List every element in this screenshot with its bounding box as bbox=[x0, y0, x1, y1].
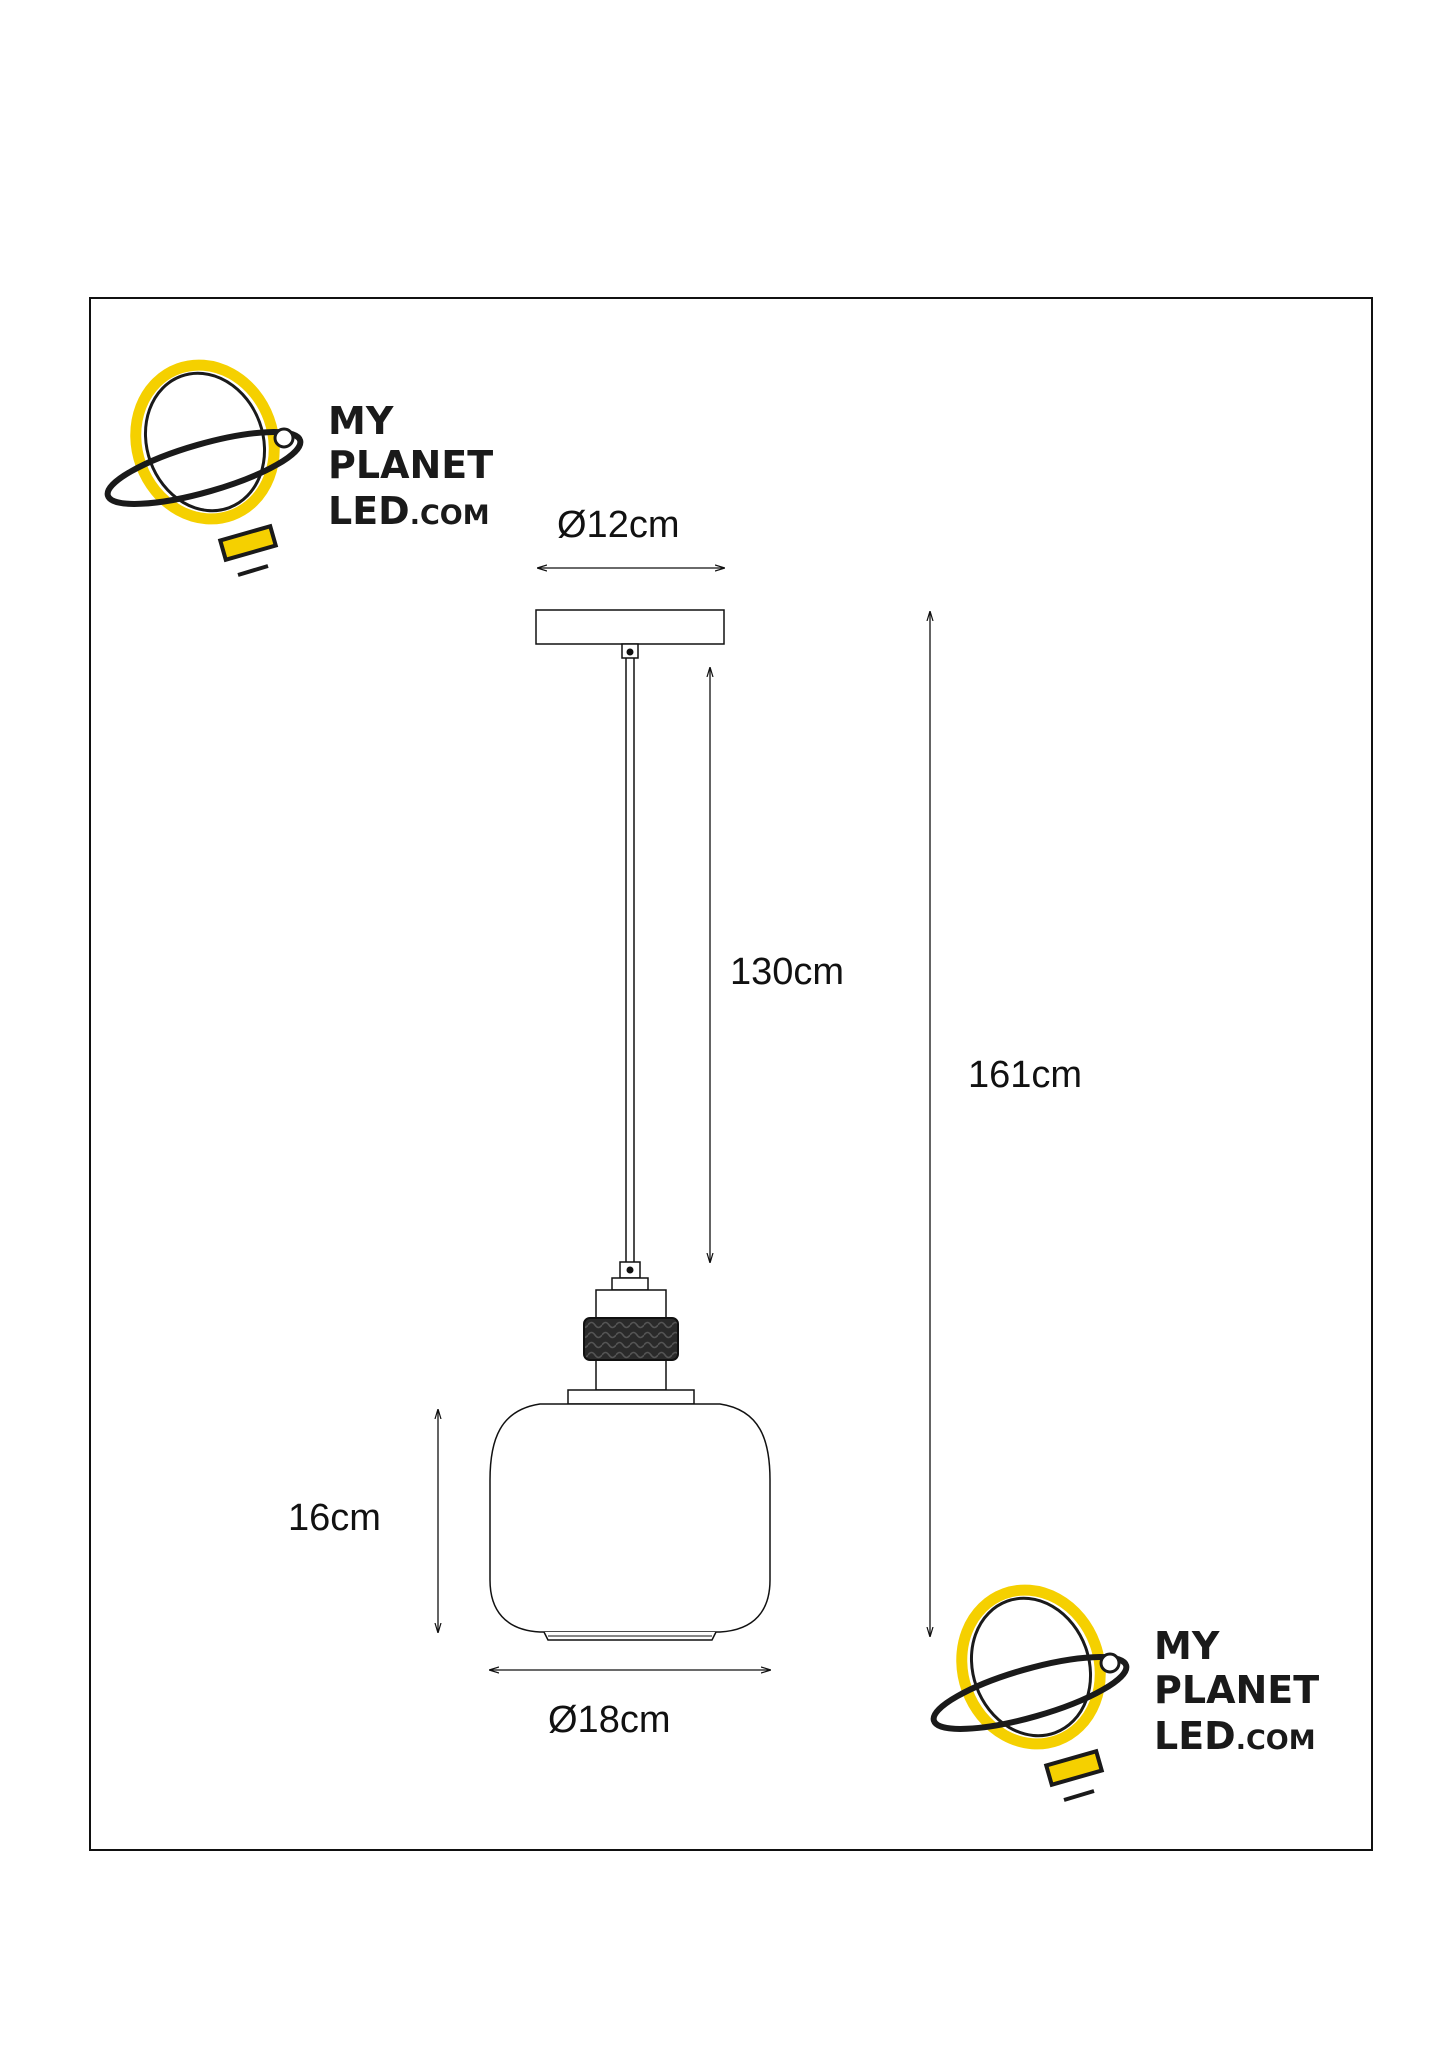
label-cable-length: 130cm bbox=[730, 951, 845, 993]
logo-line-3 bbox=[328, 489, 490, 533]
ceiling-canopy bbox=[536, 610, 724, 644]
logo-top-left bbox=[101, 345, 493, 575]
logo-line-1: MY bbox=[328, 399, 394, 443]
logo-line-1: MY bbox=[1154, 1624, 1220, 1668]
logo-line-2: PLANET bbox=[1154, 1668, 1320, 1712]
logo-line-3-suffix: .COM bbox=[409, 500, 490, 531]
label-shade-height: 16cm bbox=[288, 1497, 381, 1539]
logo-line-3 bbox=[1154, 1714, 1316, 1758]
rope-wrap bbox=[584, 1318, 678, 1360]
planet-bulb-icon bbox=[101, 345, 306, 575]
pendant-lamp bbox=[490, 610, 770, 1640]
glass-shade bbox=[490, 1404, 770, 1632]
logo-line-3-main: LED bbox=[1154, 1714, 1236, 1758]
shade-neck bbox=[568, 1390, 694, 1404]
label-canopy-diameter: Ø12cm bbox=[557, 504, 680, 546]
logo-line-2: PLANET bbox=[328, 443, 494, 487]
logo-line-3-main: LED bbox=[328, 489, 410, 533]
logo-line-3-suffix: .COM bbox=[1235, 1725, 1316, 1756]
label-shade-diameter: Ø18cm bbox=[548, 1699, 671, 1741]
logo-bottom-right bbox=[927, 1570, 1319, 1800]
label-total-height: 161cm bbox=[968, 1054, 1083, 1096]
planet-bulb-icon bbox=[927, 1570, 1132, 1800]
